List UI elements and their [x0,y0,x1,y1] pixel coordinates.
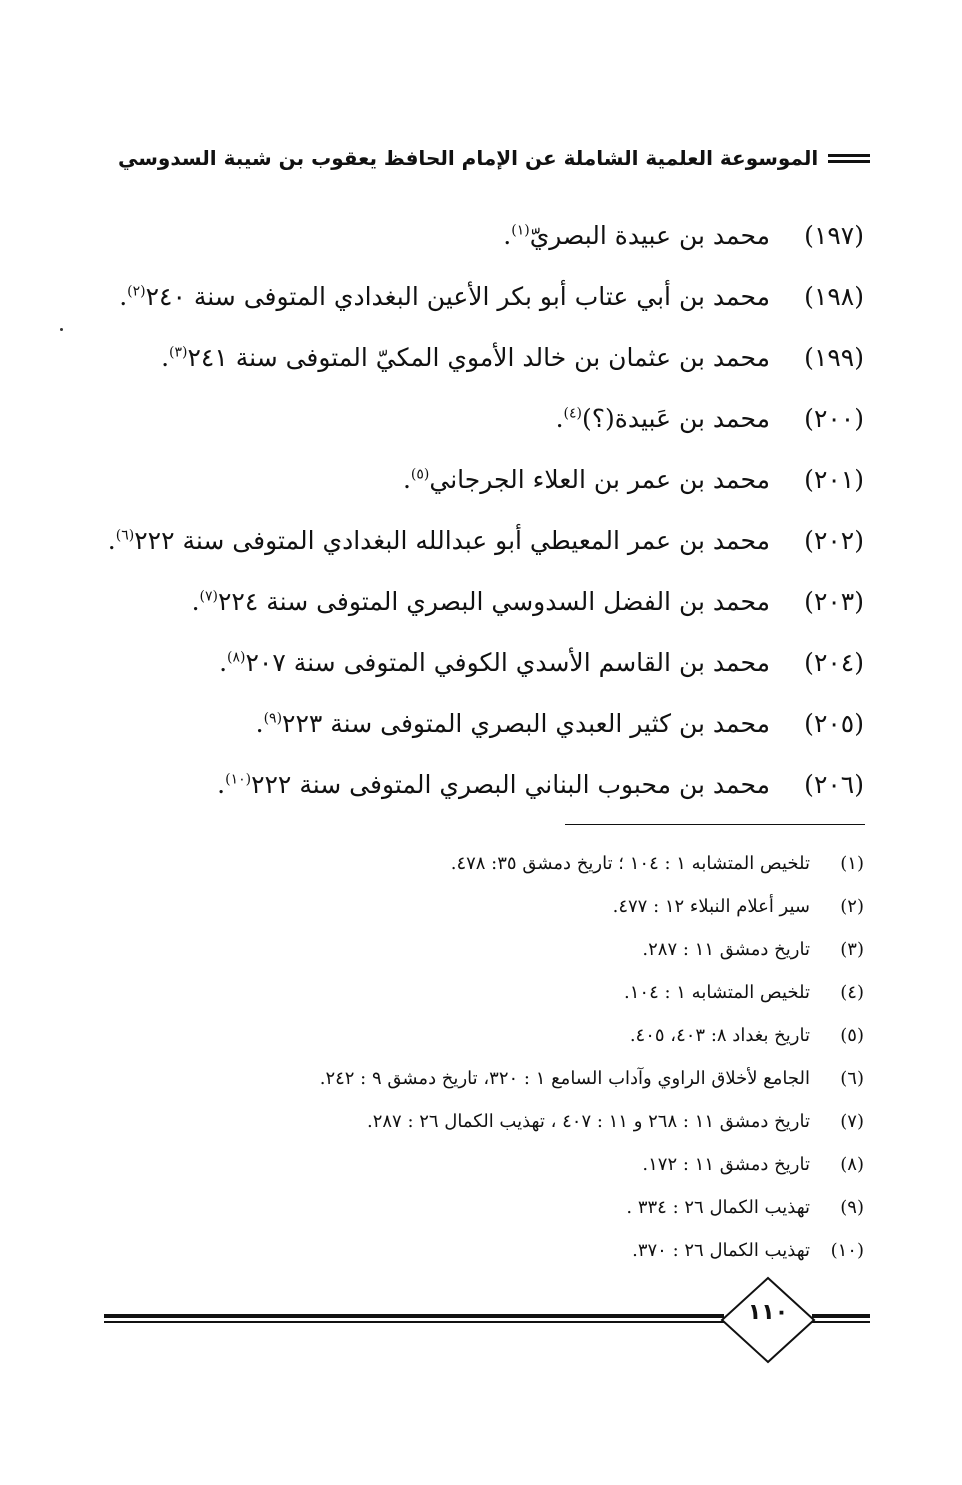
footnote-marker: (١٠) [225,771,252,788]
entry-end: . [161,343,170,372]
footnote-text: تلخيص المتشابه ١ : ١٠٤ ؛ تاريخ دمشق ٣٥: ٤٧٨. [450,853,810,874]
footnote-text: تاريخ دمشق ١١ : ٢٦٨ و ١١ : ٤٠٧ ، تهذيب الكمال ٢٦ : ٢٨٧. [366,1111,810,1132]
entry-text [219,648,770,677]
entry-end: . [503,221,512,250]
entry-206 [144,754,864,815]
footnote-9 [144,1186,864,1229]
footnote-text: تلخيص المتشابه ١ : ١٠٤. [624,982,810,1003]
footnote-number: (٥) [840,1025,864,1046]
footnote-10 [144,1229,864,1272]
entry-end: . [402,465,411,494]
footnote-number: (٢) [840,896,864,917]
entry-201 [144,449,864,510]
entry-end: . [217,770,226,799]
entry-199 [144,327,864,388]
footnote-number: (٩) [840,1197,864,1218]
entry-end: . [107,526,116,555]
footnote-marker: (٣) [169,344,188,361]
footnote-marker: (٤) [563,405,582,422]
entry-text [192,587,770,616]
entry-name: محمد بن أبي عتاب أبو بكر الأعين البغدادي المتوفى سنة ٢٤٠ [145,282,770,311]
entry-text [161,343,770,372]
entry-205 [144,693,864,754]
entry-number: (٢٠١) [804,465,864,494]
footnote-marker: (٩) [263,710,283,727]
footnote-number: (٨) [840,1154,864,1175]
entry-name: محمد بن عثمان بن خالد الأموي المكيّ المتوفى سنة ٢٤١ [187,343,770,372]
footnote-marker: (٨) [227,649,246,666]
entry-end: . [219,648,228,677]
footnote-number: (٦) [840,1068,864,1089]
footer-rule-left [104,1314,724,1326]
entry-text [503,221,770,250]
entry-text [217,770,770,799]
footnote-marker: (٦) [115,527,135,544]
entry-end: . [119,282,128,311]
entry-name: محمد بن الفضل السدوسي البصري المتوفى سنة ٢٢٤ [218,587,770,616]
entry-204 [144,632,864,693]
footnote-2 [144,885,864,928]
entry-number: (١٩٨) [804,282,864,311]
entry-name: محمد بن عمر بن العلاء الجرجاني [429,465,770,494]
entry-number: (١٩٩) [804,343,864,372]
entry-name: محمد بن عَبيدة(؟) [582,404,770,433]
entry-text [108,526,770,555]
footer-rule-right [812,1314,870,1326]
entry-198 [119,266,864,327]
entry-number: (٢٠٣) [804,587,864,616]
footnote-list [144,842,864,1272]
footnote-6 [144,1057,864,1100]
entry-number: (٢٠٢) [804,526,864,555]
footnote-7 [144,1100,864,1143]
footnote-marker: (٢) [127,283,146,300]
footnote-marker: (١) [511,222,530,239]
entry-number: (٢٠٦) [804,770,864,799]
entry-number: (٢٠٤) [804,648,864,677]
footnote-text: تهذيب الكمال ٢٦ : ٣٧٠. [632,1240,810,1261]
footnote-number: (١٠) [830,1240,864,1261]
footnote-text: الجامع لأخلاق الراوي وآداب السامع ١ : ٣٢٠، تاريخ دمشق ٩ : ٢٤٢. [319,1068,810,1089]
footnote-text: تاريخ دمشق ١١ : ١٧٢. [642,1154,810,1175]
header-rule-right [828,152,870,164]
footnote-text: تهذيب الكمال ٢٦ : ٣٣٤ . [626,1197,810,1218]
footnote-1 [144,842,864,885]
page-number: ١١٠ [747,1300,789,1325]
footnote-8 [144,1143,864,1186]
entry-text [256,709,770,738]
footnote-4 [144,971,864,1014]
entry-name: محمد بن عمر المعيطي أبو عبدالله البغدادي المتوفى سنة ٢٢٢ [134,526,770,555]
footnote-number: (٣) [840,939,864,960]
entry-name: محمد بن محبوب البناني البصري المتوفى سنة ٢٢٢ [251,770,770,799]
entry-number: (٢٠٥) [804,709,864,738]
entry-text [403,465,770,494]
entry-list [107,205,864,815]
entry-203 [144,571,864,632]
footnote-number: (٧) [840,1111,864,1132]
footnote-number: (١) [840,853,864,874]
footnote-marker: (٥) [410,466,430,483]
entry-name: محمد بن القاسم الأسدي الكوفي المتوفى سنة ٢٠٧ [245,648,770,677]
entry-name: محمد بن كثير العبدي البصري المتوفى سنة ٢٢٣ [282,709,770,738]
entry-text [119,282,770,311]
entry-name: محمد بن عبيدة البصريّ [529,221,770,250]
footnote-number: (٤) [840,982,864,1003]
footnote-3 [144,928,864,971]
entry-end: . [191,587,200,616]
footnote-text: تاريخ دمشق ١١ : ٢٨٧. [642,939,810,960]
entry-number: (١٩٧) [804,221,864,250]
entry-end: . [555,404,564,433]
footnote-separator [565,824,865,825]
entry-text [556,404,770,433]
entry-end: . [255,709,264,738]
footnote-5 [144,1014,864,1057]
stray-dot [60,328,63,331]
entry-202 [107,510,864,571]
entry-197 [144,205,864,266]
entry-200 [144,388,864,449]
entry-number: (٢٠٠) [804,404,864,433]
footnote-marker: (٧) [199,588,218,605]
header-title: الموسوعة العلمية الشاملة عن الإمام الحافظ يعقوب بن شيبة السدوسي [118,146,819,170]
footnote-text: سير أعلام النبلاء ١٢ : ٤٧٧. [612,896,810,917]
footnote-text: تاريخ بغداد ٨: ٤٠٣، ٤٠٥. [629,1025,810,1046]
running-header [108,138,870,178]
